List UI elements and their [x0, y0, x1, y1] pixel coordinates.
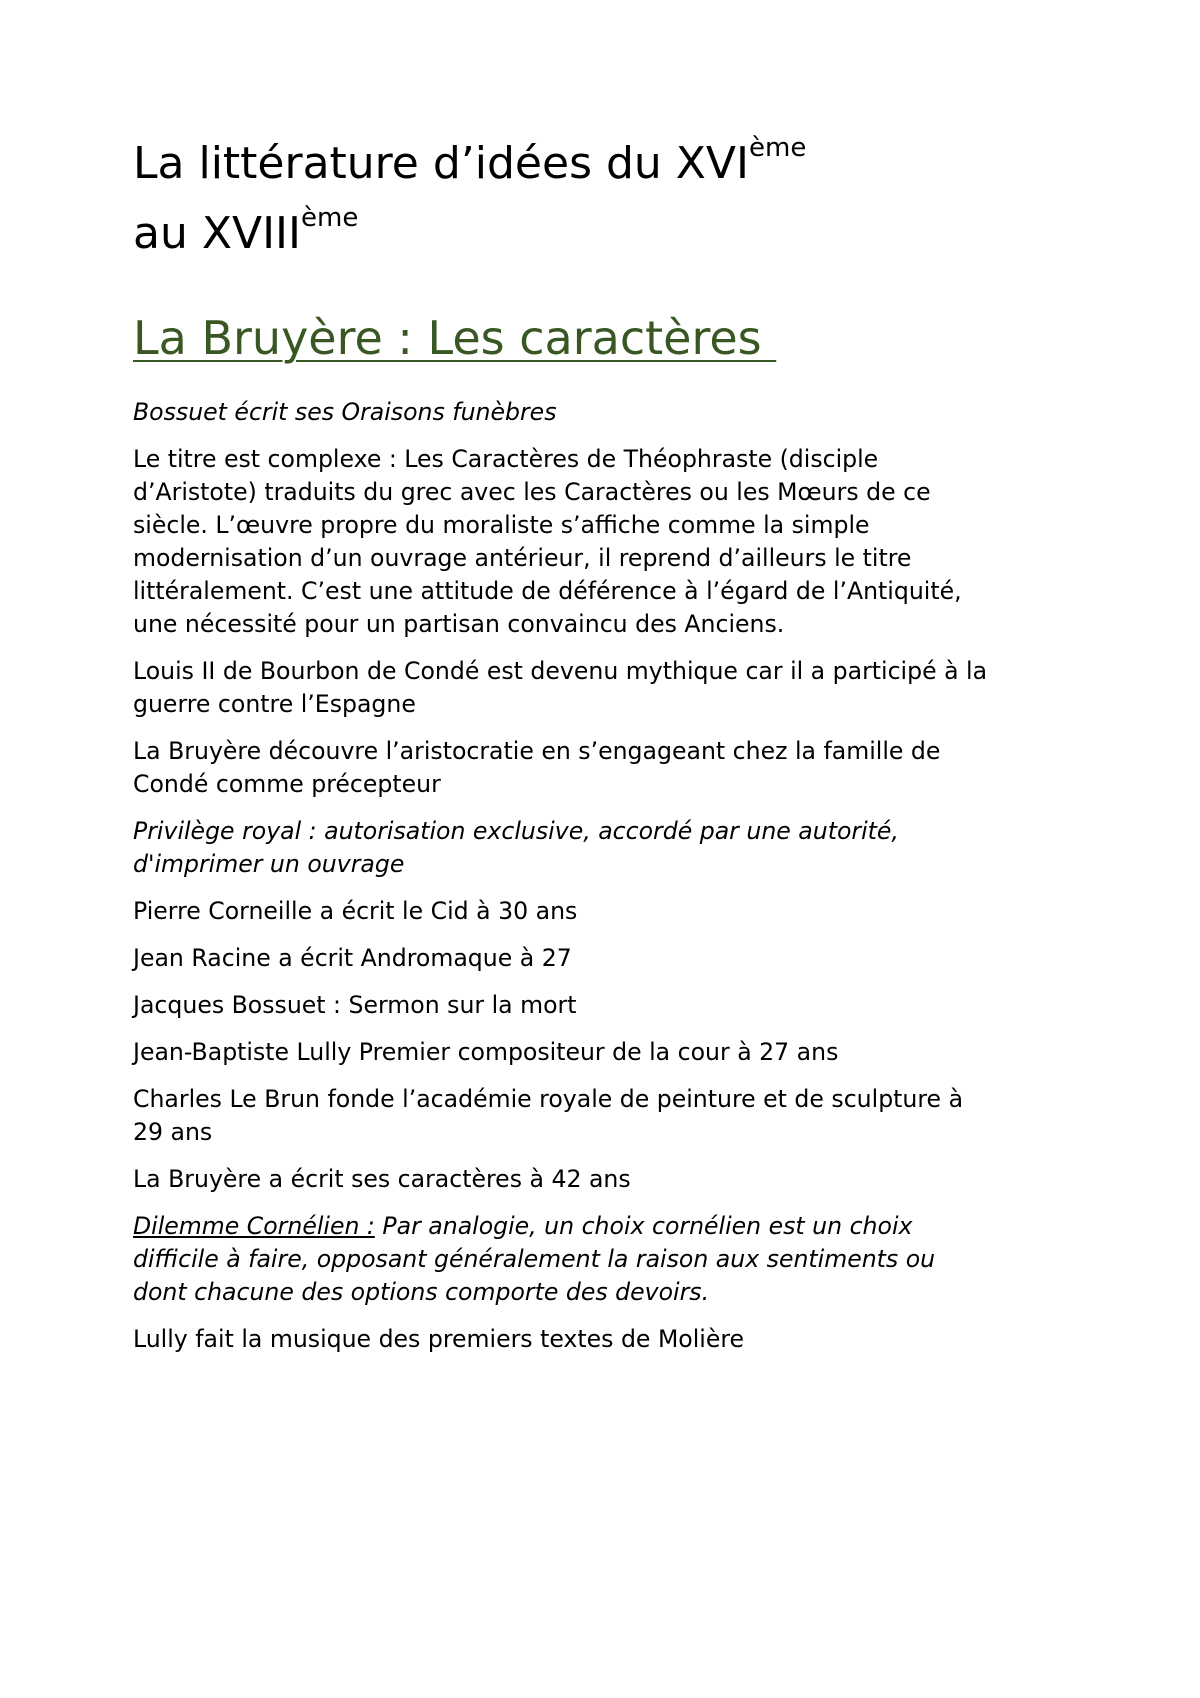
paragraph: Jean-Baptiste Lully Premier compositeur de la cour à 27 ans — [133, 1038, 839, 1066]
definition-term: Dilemme Cornélien : — [133, 1212, 375, 1240]
title-line-1: La littérature d’idées du XVI — [133, 138, 749, 189]
paragraph: Jacques Bossuet : Sermon sur la mort — [133, 991, 577, 1019]
section-heading: La Bruyère : Les caractères — [133, 311, 777, 365]
paragraph: La Bruyère découvre l’aristocratie en s’engageant chez la famille de Condé comme précepteur — [133, 737, 941, 798]
paragraph: Charles Le Brun fonde l’académie royale de peinture et de sculpture à 29 ans — [133, 1085, 964, 1146]
paragraph: Le titre est complexe : Les Caractères de Théophraste (disciple d’Aristote) traduits du grec avec les Caractères ou les Mœurs de ce siècle. L’œuvre propre du moraliste s’affiche comme la simple modernisation d’un ouvrage antérieur, il reprend d’ailleurs le titre littéralement. C’est une attitude de déférence à l’égard de l’Antiquité, une nécessité pour un partisan convaincu des Anciens. — [133, 445, 962, 638]
title-line-2: au XVIII — [133, 208, 302, 259]
paragraph: Jean Racine a écrit Andromaque à 27 — [133, 944, 572, 972]
paragraph: Privilège royal : autorisation exclusive, accordé par une autorité, d'imprimer un ouvrage — [133, 817, 899, 878]
paragraph: La Bruyère a écrit ses caractères à 42 ans — [133, 1165, 631, 1193]
definition-text: Par analogie, un choix cornélien est un choix difficile à faire, opposant généralement la raison aux sentiments ou dont chacune des options comporte des devoirs. — [133, 1212, 936, 1306]
paragraph: Lully fait la musique des premiers textes de Molière — [133, 1325, 745, 1353]
paragraph: Louis II de Bourbon de Condé est devenu mythique car il a participé à la guerre contre l’Espagne — [133, 657, 988, 718]
document-page — [133, 132, 993, 1370]
title-sup-1: ème — [749, 133, 807, 163]
definition-paragraph — [133, 1210, 993, 1309]
paragraph: Pierre Corneille a écrit le Cid à 30 ans — [133, 897, 578, 925]
document-title — [133, 132, 993, 272]
paragraph: Bossuet écrit ses Oraisons funèbres — [133, 398, 557, 426]
title-sup-2: ème — [301, 203, 359, 233]
